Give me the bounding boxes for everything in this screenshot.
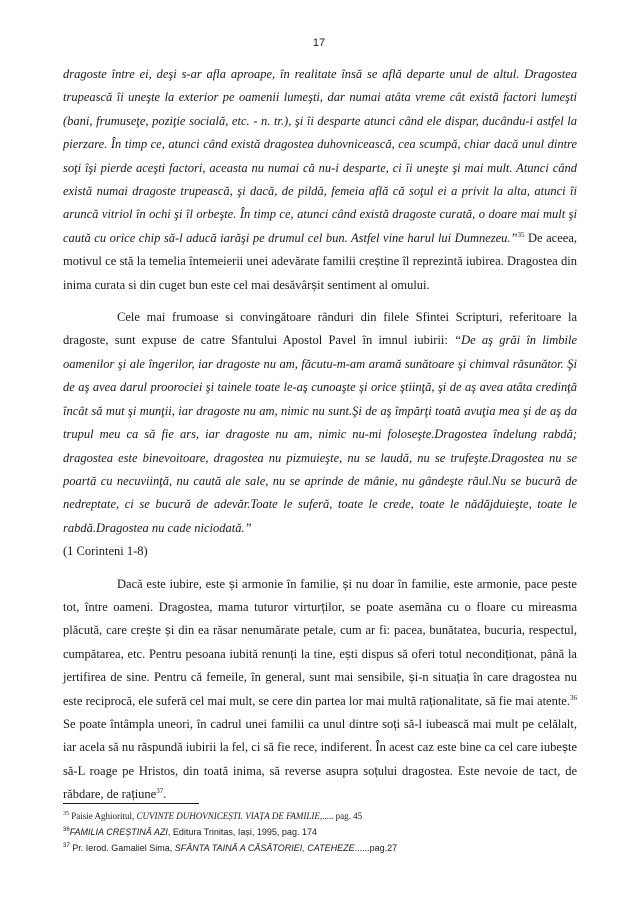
footnote-ref: 37	[156, 787, 164, 796]
text-run: ț	[290, 646, 294, 661]
footnote-details: , Editura Trinitas, Iași, 1995, pag. 174	[167, 827, 317, 837]
text-run: De aceea, motivul ce stă la temelia întemeierii unei adevărate familii cre	[63, 230, 577, 269]
text-run: Dacă este iubire, este	[117, 576, 229, 591]
text-run: te	[152, 623, 165, 638]
paragraph-1	[63, 63, 577, 297]
footnote-36	[63, 824, 577, 840]
footnote-details: ..... pag. 45	[322, 811, 363, 821]
footnote-number: 35	[63, 811, 69, 817]
quote-text: dragoste între ei, deşi s-ar afla aproape, în realitate însă se află departe unul de altul. Dragostea trupească îi uneşte la exterior pe oamenii lumeşti, dar numai atâta vreme cât există factori lumeşti (bani, frumuseţe, poziţie socială, etc. - n. tr.), şi îi desparte atunci când ele dispar, ducându-i astfel la pierzare. În timp ce, atunci când există dragostea duhovnicească, cea scumpă, chiar dacă unul dintre soţi îşi pierde aceşti factori, aceasta nu numai că nu-i desparte, ci îi uneşte şi mai mult. Atunci când există numai dragoste trupească, şi dacă, de pildă, femeia află că soţul ei a privit la alta, atunci îi aruncă vitriol în ochi şi îl orbeşte. În timp ce, atunci când există dragoste curată, o doare mai mult şi caută cu orice chip să-l aducă iarăşi pe drumul cel bun. Astfel vine harul lui Dumnezeu.”	[63, 67, 577, 245]
text-run: ș	[344, 646, 351, 661]
text-run: ț	[393, 716, 397, 731]
text-run: ionat, până la jertifirea de sine. Pentru că femeile, în general, sunt mai sensibile,	[63, 646, 577, 685]
text-run: ț	[456, 670, 460, 685]
text-run: i armonie în familie,	[234, 576, 343, 591]
text-run: ț	[131, 787, 135, 802]
footnote-number: 37	[63, 843, 70, 849]
footnote-35	[63, 808, 577, 824]
footnote-37	[63, 840, 577, 856]
text-run: ș	[561, 740, 568, 755]
footnote-author: Pr. Ierod. Gamaliel Sima,	[69, 843, 175, 853]
text-run: ț	[429, 693, 433, 708]
text-run: ionalitate, să fie mai atente.	[432, 693, 570, 708]
text-run: ș	[342, 576, 349, 591]
text-run: ului dragostea. Este nevoie de tact, de răbdare, de ra	[63, 763, 577, 802]
footnote-author: Paisie Aghioritul,	[69, 811, 137, 821]
body-text	[63, 63, 577, 807]
paragraph-2	[63, 306, 577, 563]
footnote-separator	[63, 803, 199, 804]
footnote-title: CUVINTE DUHOVNICEȘTI. VIAȚA DE FAMILIE,	[136, 811, 323, 821]
footnote-title: SFÂNTA TAINĂ A CĂSĂTORIEI, CATEHEZE	[174, 843, 355, 853]
text-run: ti dispus să oferi totul necondi	[350, 646, 506, 661]
citation: (1 Corinteni 1-8)	[63, 544, 148, 559]
text-run: ș	[228, 576, 235, 591]
text-run: te să-L roage pe Hristos, din toată inima, să reverse asupra so	[63, 740, 577, 778]
text-run: i-n situa	[414, 670, 457, 685]
text-run: i la tine, e	[293, 646, 345, 661]
paragraph-3	[63, 573, 577, 807]
text-run: ș	[374, 254, 381, 269]
text-run: ș	[164, 623, 171, 638]
text-run: ț	[505, 646, 509, 661]
text-run: it sentiment al omului.	[317, 277, 430, 292]
footnote-number: 36	[63, 827, 70, 833]
text-run: ț	[321, 599, 325, 614]
text-run: ș	[311, 277, 318, 292]
footnote-ref: 35	[517, 230, 525, 239]
footnote-title: FAMILIA CREȘTINĂ AZI	[69, 827, 168, 837]
text-run: Se poate întâmpla uneori, în cadrul unei familii ca unul dintre so	[63, 716, 394, 731]
text-run: i nu doar în familie, este armonie, pace peste tot, între oameni. Dragostea, mama tuturor virtur	[63, 576, 577, 614]
text-run: ș	[146, 623, 152, 638]
footnote-details: ......pag.27	[354, 843, 398, 853]
text-run: ș	[408, 670, 415, 685]
quote-text: “De aş grăi în limbile oamenilor şi ale îngerilor, iar dragoste nu am, făcutu-m-am aramă sunătoare şi chimval răsunător. Şi de aş avea darul proorociei şi tainele toate le-aş cunoaşte şi orice ştiinţă, şi de aş avea atâta credinţă încât să mut şi munţii, iar dragoste nu am, nimic nu sunt.Şi de aş împărţi toată avuţia mea şi de aş da trupul meu ca să fie ars, iar dragoste nu am, nimic nu-mi foloseşte.Dragostea îndelung rabdă; dragostea este binevoitoare, dragostea nu pizmuieşte, nu se laudă, nu se trufeşte.Dragostea nu se poartă cu necuviinţă, nu caută ale sale, nu se aprinde de mânie, nu gândeşte răul.Nu se bucură de nedreptate, ci se bucură de adevăr.Toate le suferă, toate le crede, toate le nădăjduieşte, toate le rabdă.Dragostea nu cade niciodată.”	[63, 333, 577, 535]
footnotes	[63, 808, 577, 856]
page-number: 17	[312, 37, 326, 49]
text-run: i din ea răsar nenumărate petale, cum ar fi: pacea, bunătatea, bucuria, respectul, cumpătarea, etc. Pentru pesoana iubită renun	[63, 623, 578, 661]
text-run: iune	[134, 787, 157, 802]
text-run: i să-l iubească mai mult pe celălalt, iar acela să nu răspundă iubirii la fel, ci să fie rece, indiferent. În acest caz este bine ca cel care iube	[63, 716, 577, 755]
text-run: ilor, se poate asemăna cu o floare cu mireasma plăcută, care cre	[63, 599, 577, 638]
text-run: tine îl reprezintă iubirea. Dragostea din inima curata si din cuget bun este cel mai desăvâr	[63, 254, 577, 292]
footnote-ref: 36	[569, 693, 577, 702]
text-run: Cele mai frumoase si convingătoare rânduri din filele Sfintei Scripturi, referitoare la dragoste, sunt expuse de catre Sfantului Apostol Pavel în imnul iubirii:	[63, 310, 577, 348]
text-run: ț	[374, 763, 378, 778]
text-run: ia în care dragostea nu este reciprocă, ele suferă cel mai mult, se cere din partea lor mai multă ra	[63, 670, 577, 708]
text-run: .	[163, 787, 167, 802]
